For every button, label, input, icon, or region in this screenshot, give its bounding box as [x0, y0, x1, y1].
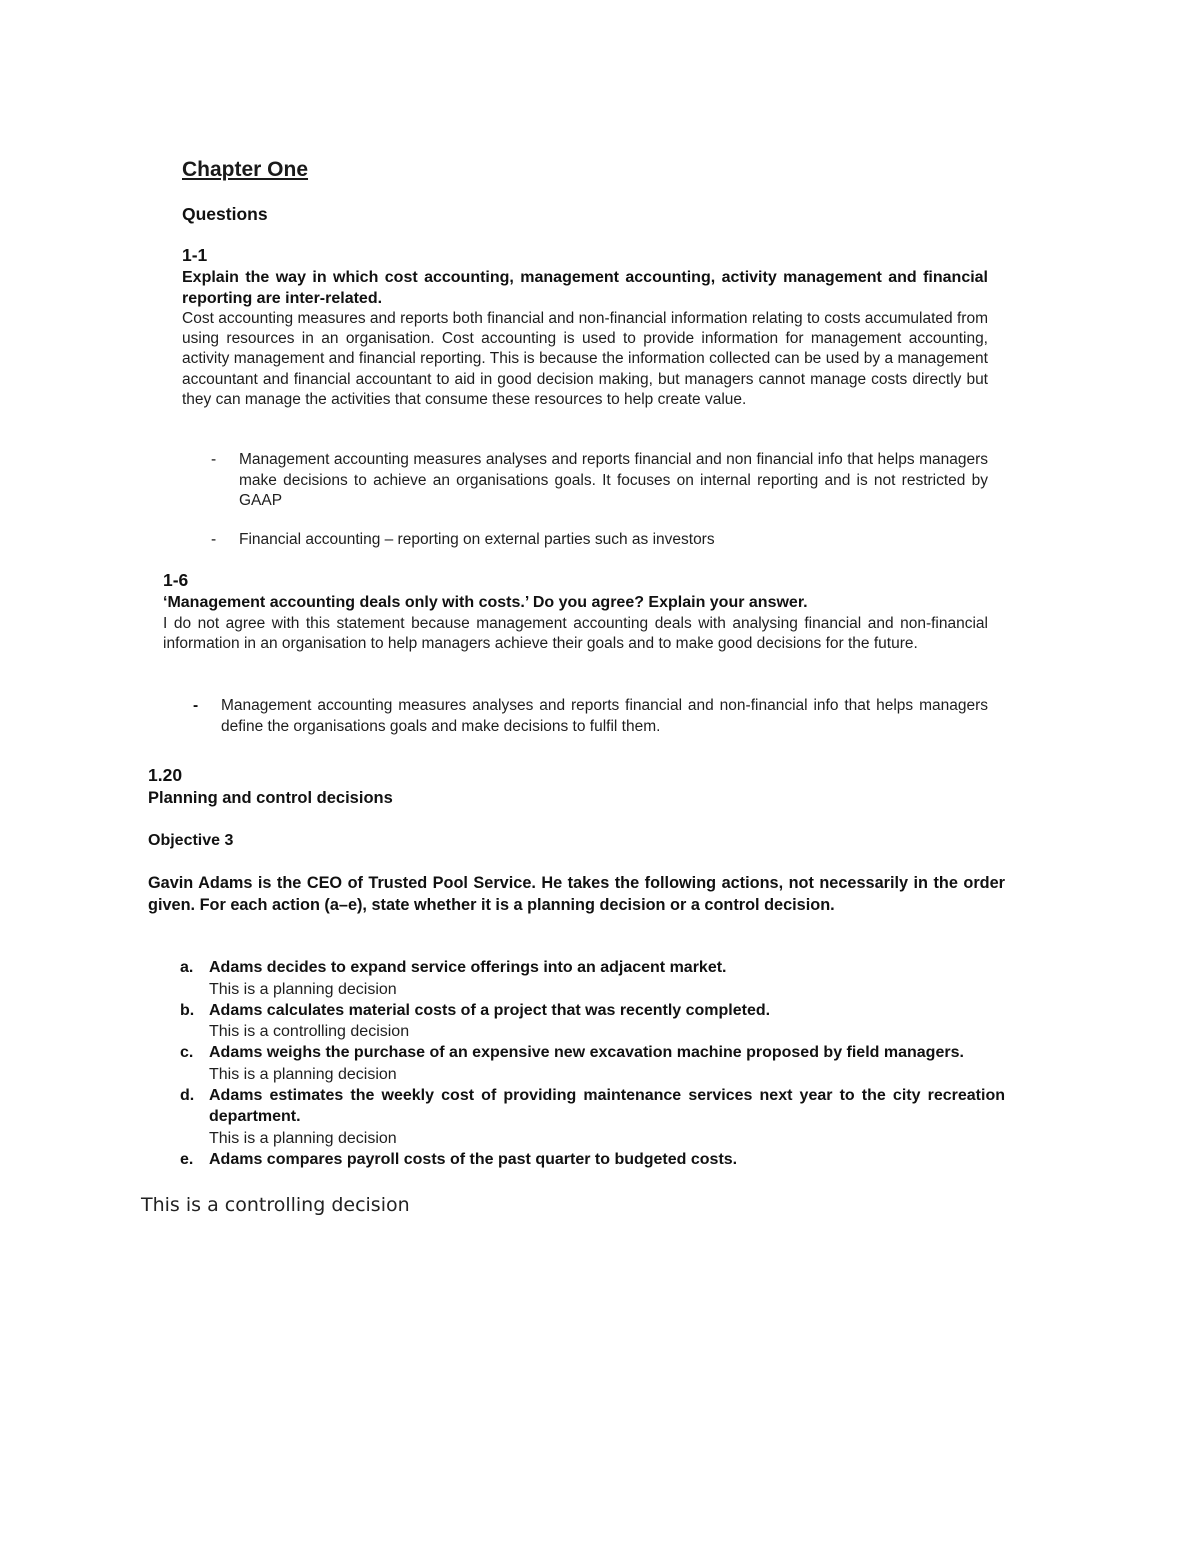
question-1-6-text: ‘Management accounting deals only with costs.’ Do you agree? Explain your answer. — [163, 594, 808, 611]
item-action: Adams decides to expand service offerings into an adjacent market. — [209, 959, 727, 976]
bullet-marker: - — [211, 531, 217, 548]
item-label: a. — [180, 959, 194, 976]
question-1-1-text: Explain the way in which cost accounting, management accounting, activity management and financial reporting are inter-related. — [182, 269, 988, 307]
bullet-item — [211, 450, 988, 512]
question-number-1-1: 1-1 — [182, 245, 208, 265]
bullet-marker: - — [211, 451, 217, 468]
final-answer-text: This is a controlling decision — [141, 1194, 410, 1216]
list-item — [180, 957, 1005, 1000]
bullet-text: Management accounting measures analyses and reports financial and non financial info that helps managers make decisions to achieve an organisations goals. It focuses on internal reporting and is not restricted by GAAP — [239, 451, 988, 509]
chapter-title: Chapter One — [182, 158, 309, 181]
list-item — [180, 1085, 1005, 1149]
item-answer: This is a planning decision — [209, 1065, 397, 1083]
bullet-text: Financial accounting – reporting on external parties such as investors — [239, 531, 715, 548]
item-action: Adams estimates the weekly cost of providing maintenance services next year to the city recreation department. — [209, 1086, 1005, 1126]
item-action: Adams weighs the purchase of an expensive new excavation machine proposed by field managers. — [209, 1044, 964, 1062]
list-item — [180, 1000, 1005, 1043]
answer-1-6-text: I do not agree with this statement because management accounting deals with analysing financial and non-financial information in an organisation to help managers achieve their goals and to make good decisions for the future. — [163, 615, 988, 653]
questions-heading: Questions — [182, 204, 268, 224]
item-label: b. — [180, 1001, 195, 1019]
list-item — [180, 1149, 1005, 1171]
question-1-20-intro: Gavin Adams is the CEO of Trusted Pool Service. He takes the following actions, not necessarily in the order given. For each action (a–e), state whether it is a planning decision or a control decision. — [148, 874, 1005, 914]
item-answer: This is a controlling decision — [209, 1023, 410, 1041]
question-number-1-20: 1.20 — [148, 765, 183, 785]
action-list — [180, 957, 1005, 1171]
item-answer: This is a planning decision — [209, 980, 397, 998]
answer-1-1-text: Cost accounting measures and reports both financial and non-financial information relating to costs accumulated from using resources in an organisation. Cost accounting is used to provide information for management accounting, activity management and financial reporting. This is because the information collected can be used by a management accountant and financial accountant to aid in good decision making, but managers cannot manage costs directly but they can manage the activities that consume these resources to help create value. — [182, 310, 988, 408]
item-answer: This is a planning decision — [209, 1129, 397, 1147]
item-label: c. — [180, 1044, 194, 1062]
objective-label: Objective 3 — [148, 832, 234, 849]
bullet-item — [211, 530, 988, 551]
bullet-item — [193, 696, 988, 737]
item-label: e. — [180, 1150, 194, 1168]
question-number-1-6: 1-6 — [163, 570, 189, 590]
bullet-marker: - — [193, 697, 199, 714]
item-label: d. — [180, 1086, 195, 1104]
list-item — [180, 1042, 1005, 1085]
item-action: Adams compares payroll costs of the past quarter to budgeted costs. — [209, 1150, 738, 1168]
bullet-text: Management accounting measures analyses and reports financial and non-financial info that helps managers define the organisations goals and make decisions to fulfil them. — [221, 697, 988, 735]
item-action: Adams calculates material costs of a project that was recently completed. — [209, 1001, 771, 1019]
question-1-20-title: Planning and control decisions — [148, 789, 393, 807]
